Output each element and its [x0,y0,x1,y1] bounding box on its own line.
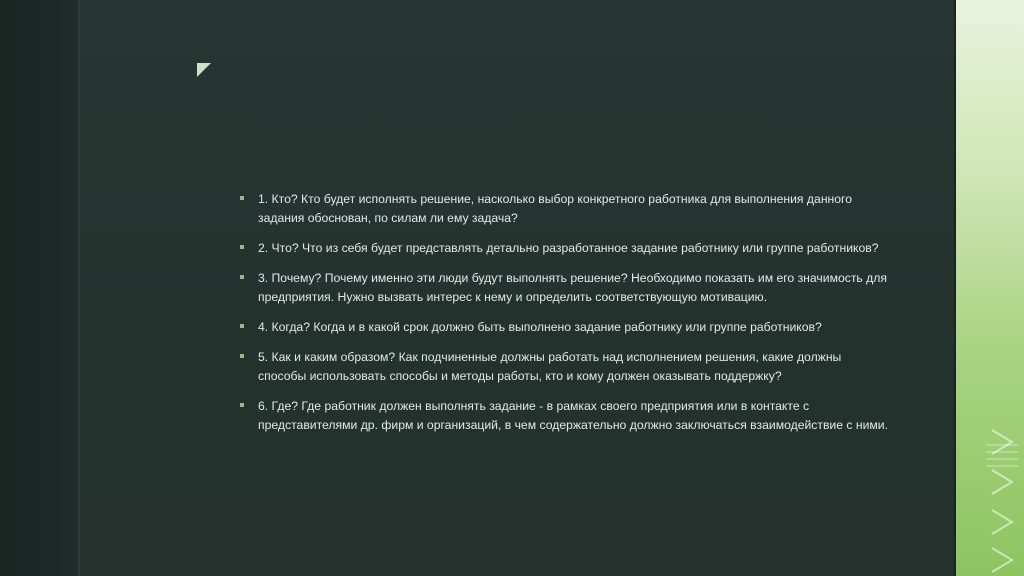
list-item-text: 6. Где? Где работник должен выполнять задание - в рамках своего предприятия или в контакте с представителями др. фирм и организаций, в чем содержательно должно заключаться взаимодействие с ними. [258,399,888,432]
list-item [240,190,890,228]
bullet-icon [240,196,244,200]
list-item-text: 1. Кто? Кто будет исполнять решение, насколько выбор конкретного работника для выполнения данного задания обоснован, по силам ли ему задача? [258,192,853,225]
list-item [240,348,890,386]
chevron-pattern-icon [956,0,1024,576]
list-item-text: 4. Когда? Когда и в какой срок должно быть выполнено задание работнику или группе работников? [258,320,822,334]
right-decor-band [956,0,1024,576]
list-item-text: 2. Что? Что из себя будет представлять детально разработанное задание работнику или группе работников? [258,241,879,255]
list-item [240,397,890,435]
bullet-list [240,190,890,446]
list-item [240,269,890,307]
bullet-icon [240,245,244,249]
bullet-icon [240,324,244,328]
list-item-text: 3. Почему? Почему именно эти люди будут выполнять решение? Необходимо показать им его значимость для предприятия. Нужно вызвать интерес к нему и определить соответствующую мотивацию. [258,271,887,304]
bullet-icon [240,403,244,407]
left-decor-band [0,0,78,576]
list-item [240,239,890,258]
triangle-corner-icon [197,63,211,77]
bullet-icon [240,275,244,279]
left-band-divider [78,0,80,576]
list-item-text: 5. Как и каким образом? Как подчиненные должны работать над исполнением решения, какие должны способы использовать способы и методы работы, кто и кому должен оказывать поддержку? [258,350,842,383]
bullet-icon [240,354,244,358]
list-item [240,318,890,337]
